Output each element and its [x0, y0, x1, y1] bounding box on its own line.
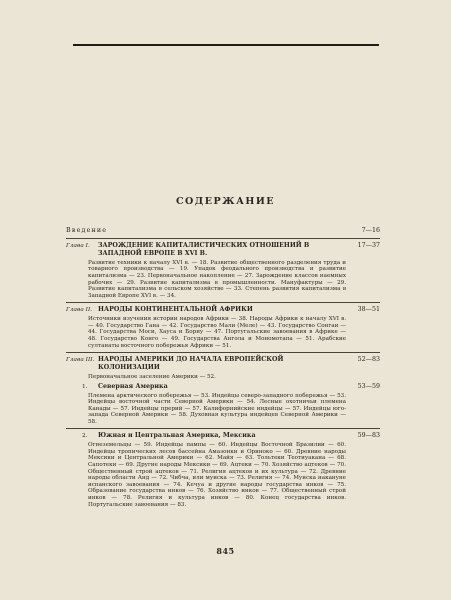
- toc-chapter-1: [66, 242, 380, 258]
- chapter-description: Развитие техники к началу XVI в. — 18. Развитие общественного разделения труда и товарного производства — 19. Упадок феодального производства и развитие капитализма — 23. Первоначальное накопление — 27. Зарождение классов наемных рабочих — 29. Развитие капитализма в промышленности. Мануфактуры — 29. Развитие капитализма в сельском хозяйстве — 33. Степень развития капитализма в Западной Европе XVI в. — 34.: [88, 259, 346, 299]
- top-rule: [73, 44, 379, 46]
- toc-entry-pages: 7—16: [361, 227, 380, 234]
- chapter-pages: 38—51: [357, 306, 380, 314]
- toc-chapter-3: [66, 356, 380, 372]
- toc-subsection-2: [82, 432, 380, 440]
- chapter-name: НАРОДЫ КОНТИНЕНТАЛЬНОЙ АФРИКИ: [98, 306, 253, 314]
- subsection-description: Племена арктического побережья — 53. Индейцы северо-западного побережья — 53. Индейцы восточной части Северной Америки — 54. Лесные охотничьи племена Канады — 57. Индейцы прерий — 57. Калифорнийские индейцы — 57. Индейцы юго-запада Северной Америки — 58. Духовная культура индейцев Северной Америки — 58.: [88, 392, 346, 425]
- chapter-preface: Первоначальное заселение Америки — 52.: [88, 373, 216, 380]
- subsection-pages: 59—83: [357, 432, 380, 440]
- subsection-pages: 53—59: [357, 382, 380, 390]
- page-number: 845: [216, 546, 235, 556]
- chapter-label: Глава II.: [66, 307, 93, 314]
- table-of-contents: [66, 227, 380, 510]
- chapter-description: Источники изучения истории народов Африки — 38. Народы Африки к началу XVI в. — 40. Государство Гана — 42. Государство Мали (Меле) — 43. Государство Сонгаи — 44. Государства Моси, Хауса и Борну — 47. Португальские завоевания в Африке — 48. Государство Конго — 49. Государства Ангола и Мономотапа — 51. Арабские султанаты восточного побережья Африки — 51.: [88, 316, 346, 349]
- toc-entry-label: Введение: [66, 227, 108, 234]
- toc-chapter-2: [66, 306, 380, 314]
- subsection-name: Южная и Центральная Америка, Мексика: [98, 432, 256, 440]
- chapter-name: НАРОДЫ АМЕРИКИ ДО НАЧАЛА ЕВРОПЕЙСКОЙ КОЛОНИЗАЦИИ: [98, 355, 284, 371]
- toc-entry-intro: [66, 227, 380, 235]
- subsection-label: 1.: [82, 383, 88, 390]
- chapter-label: Глава I.: [66, 242, 90, 249]
- chapter-pages: 17—37: [357, 241, 380, 249]
- chapter-label: Глава III.: [66, 356, 95, 363]
- page-title: СОДЕРЖАНИЕ: [175, 196, 276, 207]
- chapter-name: ЗАРОЖДЕНИЕ КАПИТАЛИСТИЧЕСКИХ ОТНОШЕНИЙ В ЗАПАДНОЙ ЕВРОПЕ В XVI В.: [98, 241, 310, 257]
- divider: [66, 238, 380, 239]
- subsection-description: Огнеземельцы — 59. Индейцы пампы — 60. Индейцы Восточной Бразилии — 60. Индейцы тропических лесов бассейна Амазонки и Ориноко — 60. Древние народы Мексики и Центральной Америки — 62. Майя — 63. Тольтеки Теотиуакана — 68. Сапотеки — 69. Другие народы Мексики — 69. Ацтеки — 70. Хозяйство ацтеков — 70. Общественный строй ацтеков — 71. Религия ацтеков и их культура — 72. Древние народы области Анд — 72. Чибча, или муиска — 73. Религия — 74. Муиска накануне испанского завоевания — 74. Кечуа и другие народы государства инков — 75. Образование государства инков — 76. Хозяйство инков — 77. Общественный строй инков — 78. Религия и культура инков — 80. Конец государства инков. Португальские завоевания — 83.: [88, 442, 346, 508]
- chapter-pages: 52—83: [357, 355, 380, 363]
- divider: [66, 428, 380, 429]
- divider: [66, 352, 380, 353]
- toc-subsection-1: [82, 383, 380, 391]
- subsection-name: Северная Америка: [98, 382, 168, 390]
- divider: [66, 302, 380, 303]
- subsection-label: 2.: [82, 433, 88, 440]
